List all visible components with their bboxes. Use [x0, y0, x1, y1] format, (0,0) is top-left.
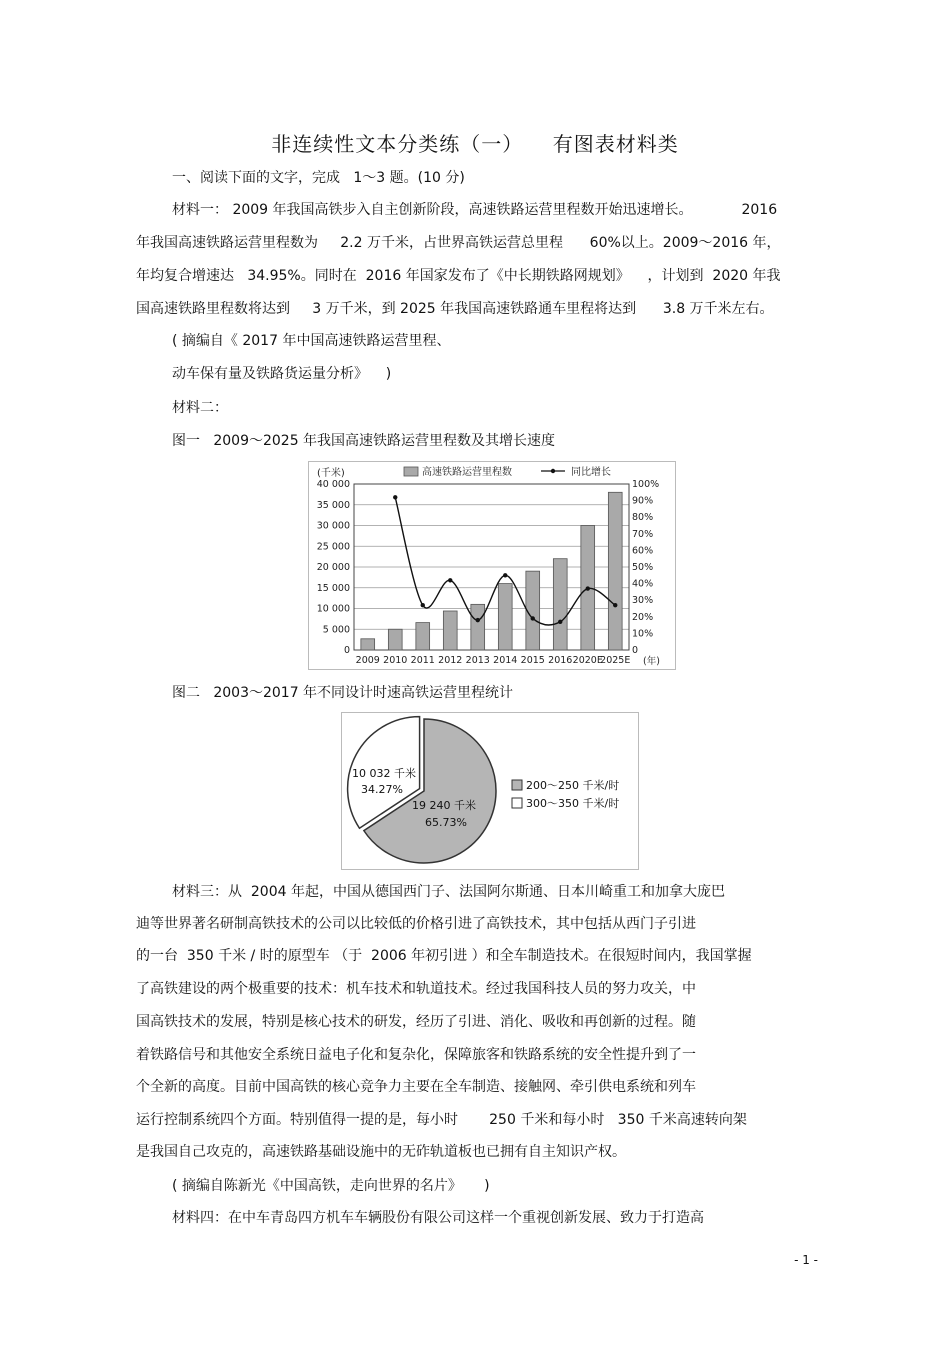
y2-tick-label: 0 — [632, 645, 639, 656]
x-tick-label: 2013 — [465, 655, 490, 666]
legend-label-1: 200～250 千米/时 — [526, 779, 620, 792]
m3-source: ( 摘编自陈新光《中国高铁，走向世界的名片》 ) — [172, 1178, 490, 1194]
bar-2012 — [443, 611, 457, 650]
legend-label-2: 300～350 千米/时 — [526, 797, 620, 810]
m1-line-1: 材料一： 2009 年我国高铁步入自主创新阶段，高速铁路运营里程数开始迅速增长。 2016 — [172, 202, 778, 218]
y-tick-label: 40 000 — [316, 479, 350, 490]
m1-line-3: 年均复合增速达 34.95%。同时在 2016 年国家发布了《中长期铁路网规划》 ，计划到 2020 年我 — [136, 268, 781, 284]
y-tick-label: 25 000 — [316, 541, 350, 553]
fig1-chart — [308, 461, 676, 670]
bar-2016 — [553, 559, 567, 650]
bar-2013 — [471, 604, 485, 650]
slice-2-percent: 34.27% — [361, 783, 403, 796]
growth-point — [558, 620, 562, 624]
y-tick-label: 0 — [343, 645, 350, 656]
fig1-caption: 图一 2009～2025 年我国高速铁路运营里程数及其增长速度 — [172, 433, 556, 449]
slice-1-value: 19 240 千米 — [412, 799, 476, 812]
m2-label: 材料二： — [172, 400, 228, 416]
m4-line-1: 材料四：在中车青岛四方机车车辆股份有限公司这样一个重视创新发展、致力于打造高 — [172, 1210, 704, 1226]
legend — [512, 778, 619, 810]
growth-point — [613, 603, 617, 607]
y2-tick-label: 100% — [632, 479, 660, 490]
m3-line-8: 运行控制系统四个方面。特别值得一提的是，每小时 250 千米和每小时 350 千米高速转向架 — [136, 1112, 747, 1128]
m1-source-2: 动车保有量及铁路货运量分析》 ) — [172, 366, 392, 382]
y-tick-label: 5 000 — [322, 624, 350, 636]
x-tick-label: 2011 — [410, 655, 435, 666]
y-tick-label: 15 000 — [316, 582, 350, 594]
y2-tick-label: 90% — [632, 495, 654, 507]
x-tick-label: 2014 — [493, 655, 518, 666]
m3-line-4: 了高铁建设的两个极重要的技术：机车技术和轨道技术。经过我国科技人员的努力攻关，中 — [136, 981, 696, 997]
fig2-caption: 图二 2003～2017 年不同设计时速高铁运营里程统计 — [172, 685, 514, 701]
m3-line-7: 个全新的高度。目前中国高铁的核心竞争力主要在全车制造、接触网、牵引供电系统和列车 — [136, 1079, 696, 1095]
growth-point — [476, 618, 480, 622]
y-tick-label: 10 000 — [316, 603, 350, 615]
growth-point — [503, 573, 507, 577]
x-tick-label: 2020E — [572, 655, 603, 666]
m3-line-2: 迪等世界著名研制高铁技术的公司以比较低的价格引进了高铁技术，其中包括从西门子引进 — [136, 916, 696, 932]
page-number: - 1 - — [794, 1253, 818, 1267]
growth-point — [586, 586, 590, 590]
x-tick-label: 2016 — [548, 655, 573, 666]
x-tick-label: 2025E — [600, 655, 631, 666]
y2-tick-label: 80% — [632, 512, 654, 524]
legend-line-label: 同比增长 — [571, 467, 611, 478]
x-tick-label: 2009 — [355, 655, 380, 666]
growth-point — [421, 603, 425, 607]
y2-tick-label: 50% — [632, 562, 654, 573]
bar-2014 — [498, 584, 512, 650]
legend-bar-swatch — [404, 467, 418, 476]
y2-tick-label: 70% — [632, 528, 654, 540]
legend-line-dot — [551, 469, 555, 473]
m1-line-2: 年我国高速铁路运营里程数为 2.2 万千米，占世界高铁运营总里程 60%以上。2009～2016 年， — [136, 235, 781, 251]
x-tick-label: 2015 — [520, 655, 545, 666]
m3-line-9: 是我国自己攻克的，高速铁路基础设施中的无砟轨道板也已拥有自主知识产权。 — [136, 1144, 626, 1160]
m3-line-3: 的一台 350 千米 / 时的原型车 （于 2006 年初引进 ）和全车制造技术。在很短时间内，我国掌握 — [136, 948, 752, 964]
bar-2011 — [416, 623, 430, 650]
y-tick-label: 20 000 — [316, 562, 350, 573]
growth-point — [393, 495, 397, 499]
slice-2-value: 10 032 千米 — [352, 767, 416, 780]
m3-line-5: 国高铁技术的发展，特别是核心技术的研发，经历了引进、消化、吸收和再创新的过程。随 — [136, 1014, 696, 1030]
bar-2009 — [361, 639, 375, 650]
fig1-svg — [309, 462, 675, 669]
m1-line-4: 国高速铁路里程数将达到 3 万千米，到 2025 年我国高速铁路通车里程将达到 3.8 万千米左右。 — [136, 301, 774, 317]
fig2-svg — [342, 713, 638, 869]
slice-1-percent: 65.73% — [425, 816, 467, 829]
m3-line-6: 着铁路信号和其他安全系统日益电子化和复杂化，保障旅客和铁路系统的安全性提升到了一 — [136, 1047, 696, 1063]
section-heading: 一、阅读下面的文字，完成 1～3 题。(10 分) — [172, 170, 465, 186]
bar-2025E — [608, 492, 622, 650]
legend-bar-label: 高速铁路运营里程数 — [422, 467, 512, 478]
bar-2010 — [388, 629, 402, 650]
x-tick-label: 2010 — [383, 655, 408, 666]
growth-point — [448, 578, 452, 582]
x-unit-label: (年) — [643, 656, 660, 667]
fig2-chart — [341, 712, 639, 870]
m3-line-1: 材料三：从 2004 年起，中国从德国西门子、法国阿尔斯通、日本川崎重工和加拿大庞巴 — [172, 884, 725, 900]
page-title: 非连续性文本分类练（一） 有图表材料类 — [271, 132, 679, 156]
y2-tick-label: 10% — [632, 628, 654, 640]
y-tick-label: 35 000 — [316, 499, 350, 511]
m1-source-1: ( 摘编自《 2017 年中国高速铁路运营里程、 — [172, 333, 451, 349]
y-unit-label: (千米) — [317, 468, 345, 479]
y2-tick-label: 60% — [632, 545, 654, 557]
x-tick-label: 2012 — [438, 655, 463, 666]
legend-swatch-2 — [512, 798, 522, 808]
legend — [404, 465, 611, 478]
y2-tick-label: 30% — [632, 595, 654, 607]
y2-tick-label: 20% — [632, 611, 654, 623]
y2-tick-label: 40% — [632, 578, 654, 590]
growth-point — [531, 616, 535, 620]
legend-swatch-1 — [512, 780, 522, 790]
y-tick-label: 30 000 — [316, 520, 350, 532]
